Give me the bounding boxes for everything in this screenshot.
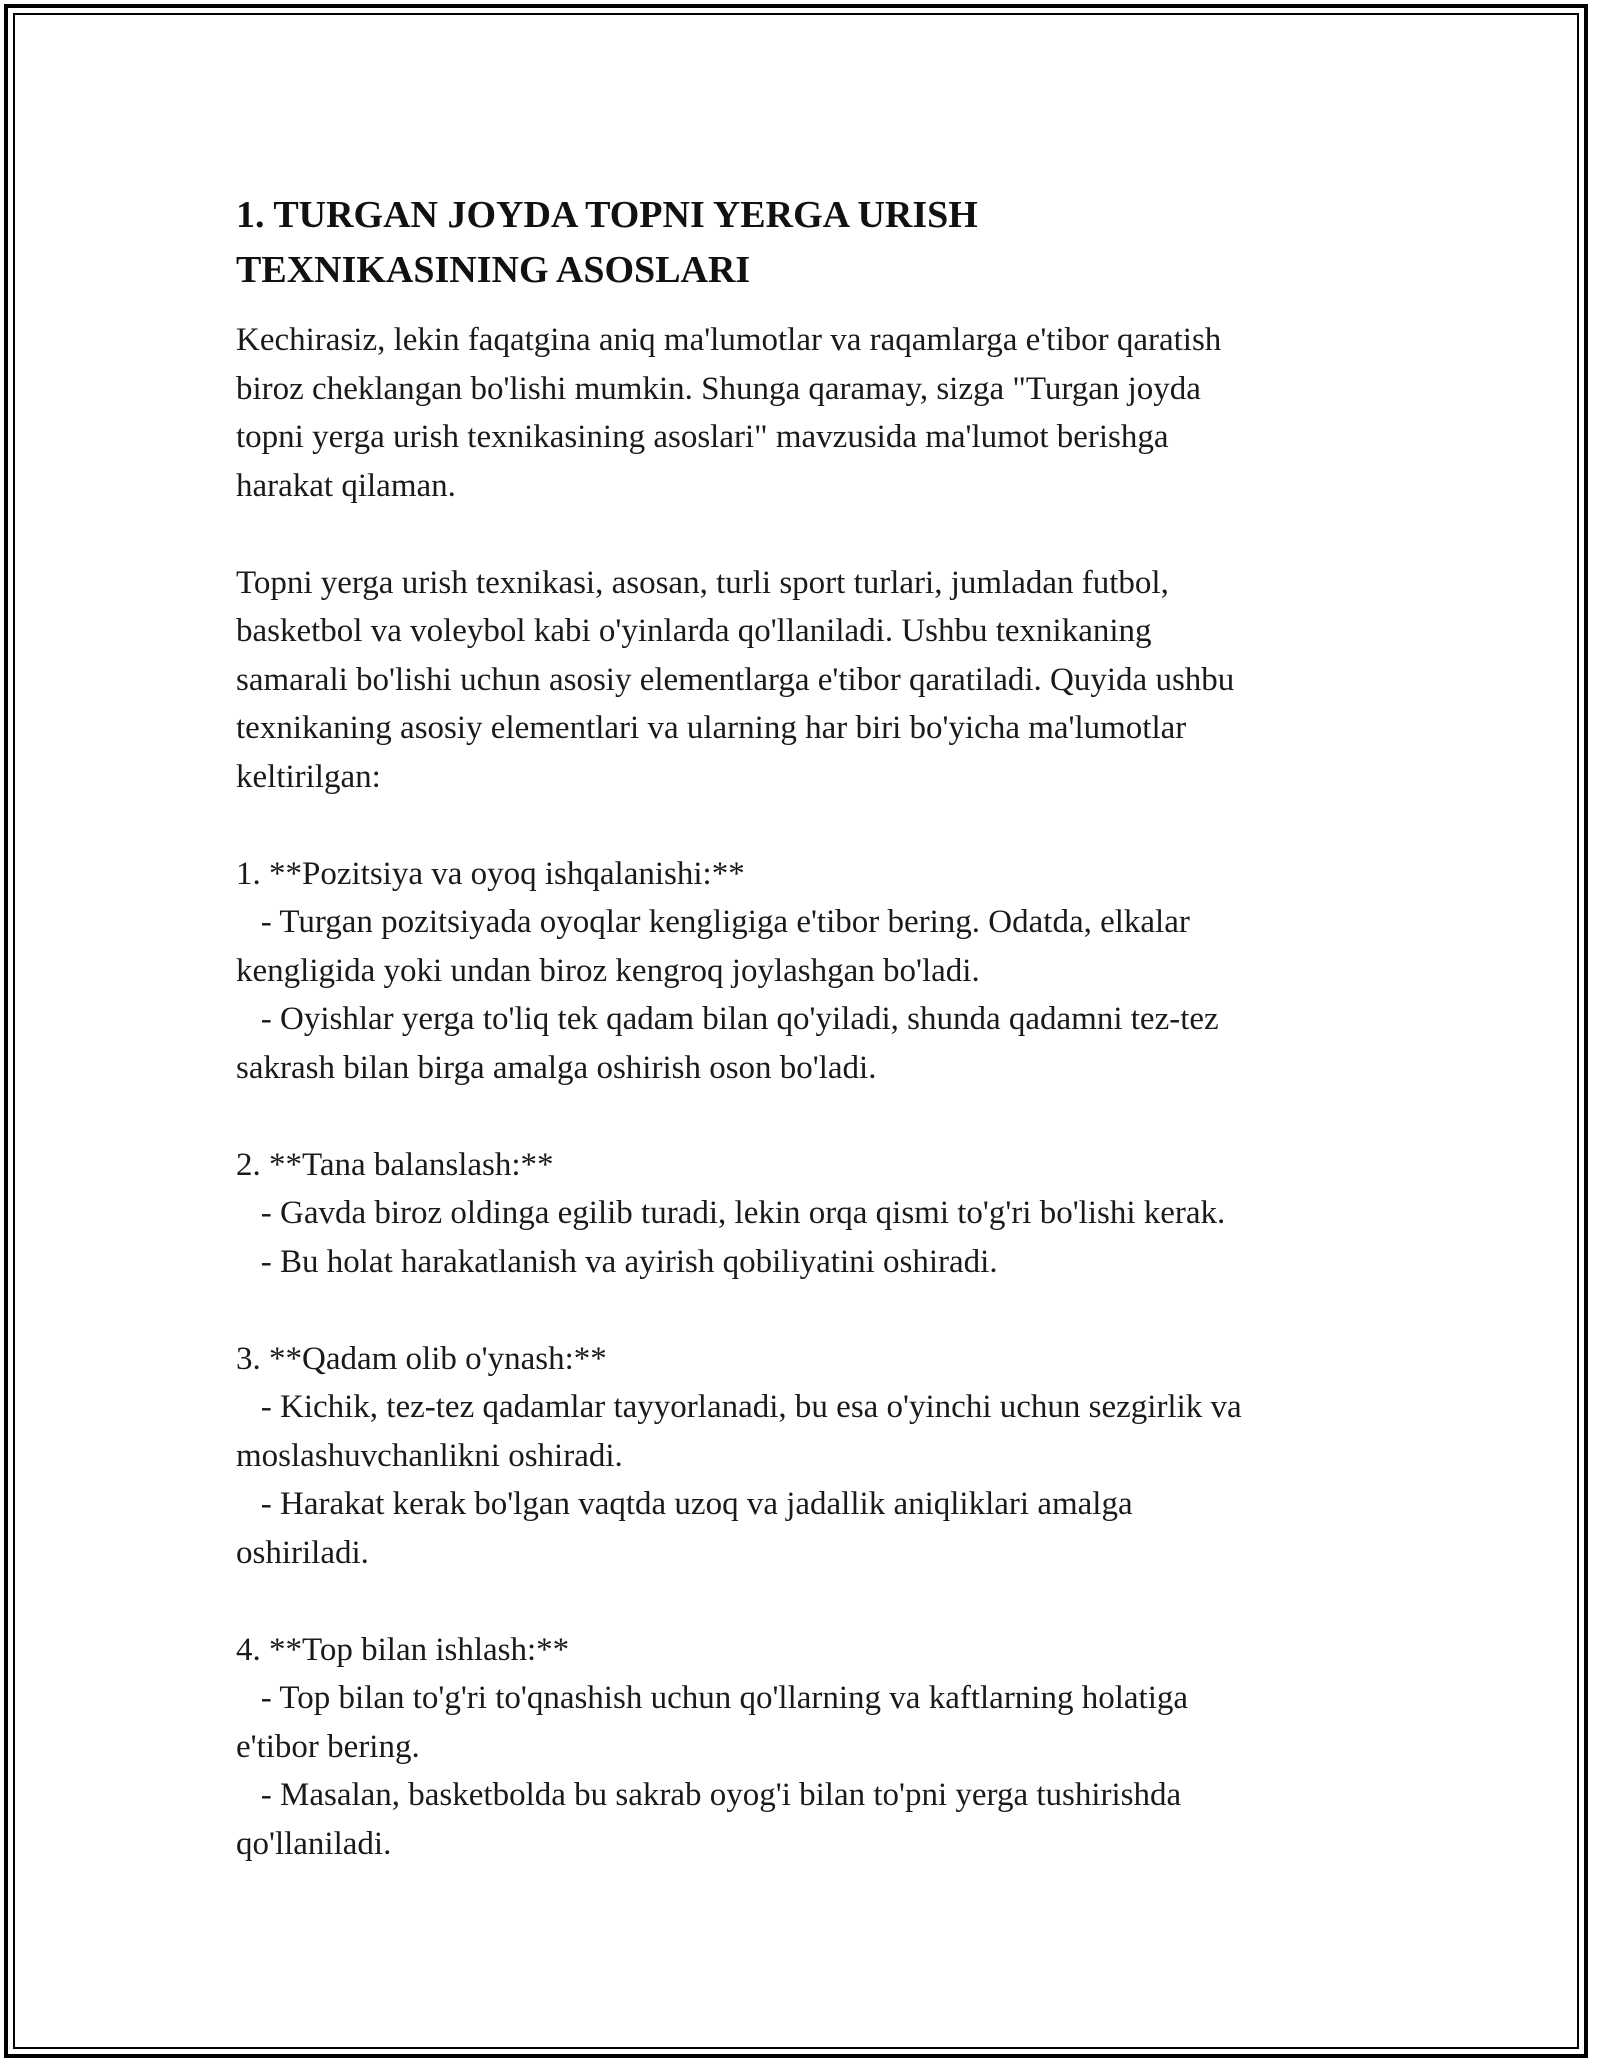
section-title: 2. **Tana balanslash:**	[236, 1146, 554, 1183]
section-4	[236, 1626, 1396, 1869]
text-line: - Oyishlar yerga to'liq tek qadam bilan qo'yiladi, shunda qadamni tez-tez	[236, 1001, 1219, 1037]
section-2	[236, 1141, 1396, 1287]
text-line: - Harakat kerak bo'lgan vaqtda uzoq va jadallik aniqliklari amalga	[236, 1486, 1133, 1522]
text-line: keltirilgan:	[236, 758, 381, 795]
text-line: Kechirasiz, lekin faqatgina aniq ma'lumotlar va raqamlarga e'tibor qaratish	[236, 322, 1222, 358]
text-line: - Top bilan to'g'ri to'qnashish uchun qo'llarning va kaftlarning holatiga	[236, 1680, 1189, 1716]
overview-paragraph	[236, 559, 1396, 802]
document-body	[236, 188, 1396, 1868]
text-line: - Gavda biroz oldinga egilib turadi, lekin orqa qismi to'g'ri bo'lishi kerak.	[236, 1195, 1226, 1231]
text-line: sakrash bilan birga amalga oshirish oson bo'ladi.	[236, 1049, 877, 1086]
text-line: samarali bo'lishi uchun asosiy elementlarga e'tibor qaratiladi. Quyida ushbu	[236, 661, 1235, 698]
intro-paragraph	[236, 316, 1396, 510]
text-line: Topni yerga urish texnikasi, asosan, turli sport turlari, jumladan futbol,	[236, 564, 1169, 601]
text-line: kengligida yoki undan biroz kengroq joylashgan bo'ladi.	[236, 952, 980, 989]
text-line: - Turgan pozitsiyada oyoqlar kengligiga e'tibor bering. Odatda, elkalar	[236, 904, 1190, 940]
text-line: texnikaning asosiy elementlari va ularning har biri bo'yicha ma'lumotlar	[236, 710, 1187, 746]
text-line: e'tibor bering.	[236, 1728, 420, 1765]
text-line: biroz cheklangan bo'lishi mumkin. Shunga qaramay, sizga "Turgan joyda	[236, 370, 1201, 407]
text-line: basketbol va voleybol kabi o'yinlarda qo'llaniladi. Ushbu texnikaning	[236, 613, 1152, 649]
text-line: topni yerga urish texnikasining asoslari" mavzusida ma'lumot berishga	[236, 419, 1169, 455]
section-1	[236, 850, 1396, 1093]
text-line: moslashuvchanlikni oshiradi.	[236, 1437, 623, 1474]
section-3	[236, 1335, 1396, 1578]
text-line: qo'llaniladi.	[236, 1825, 392, 1862]
heading-line: TEXNIKASINING ASOSLARI	[236, 249, 751, 291]
paragraph-gap	[236, 510, 1396, 559]
document-heading	[236, 188, 1396, 298]
text-line: - Masalan, basketbolda bu sakrab oyog'i bilan to'pni yerga tushirishda	[236, 1777, 1182, 1813]
section-title: 1. **Pozitsiya va oyoq ishqalanishi:**	[236, 855, 745, 892]
text-line: - Kichik, tez-tez qadamlar tayyorlanadi, bu esa o'yinchi uchun sezgirlik va	[236, 1389, 1242, 1425]
text-line: harakat qilaman.	[236, 467, 456, 504]
paragraph-gap	[236, 1577, 1396, 1626]
text-line: oshiriladi.	[236, 1534, 369, 1571]
text-line: - Bu holat harakatlanish va ayirish qobiliyatini oshiradi.	[236, 1243, 998, 1280]
heading-line: 1. TURGAN JOYDA TOPNI YERGA URISH	[236, 194, 978, 236]
paragraph-gap	[236, 1092, 1396, 1141]
section-title: 4. **Top bilan ishlash:**	[236, 1631, 570, 1668]
section-title: 3. **Qadam olib o'ynash:**	[236, 1340, 607, 1377]
paragraph-gap	[236, 1286, 1396, 1335]
paragraph-gap	[236, 801, 1396, 850]
